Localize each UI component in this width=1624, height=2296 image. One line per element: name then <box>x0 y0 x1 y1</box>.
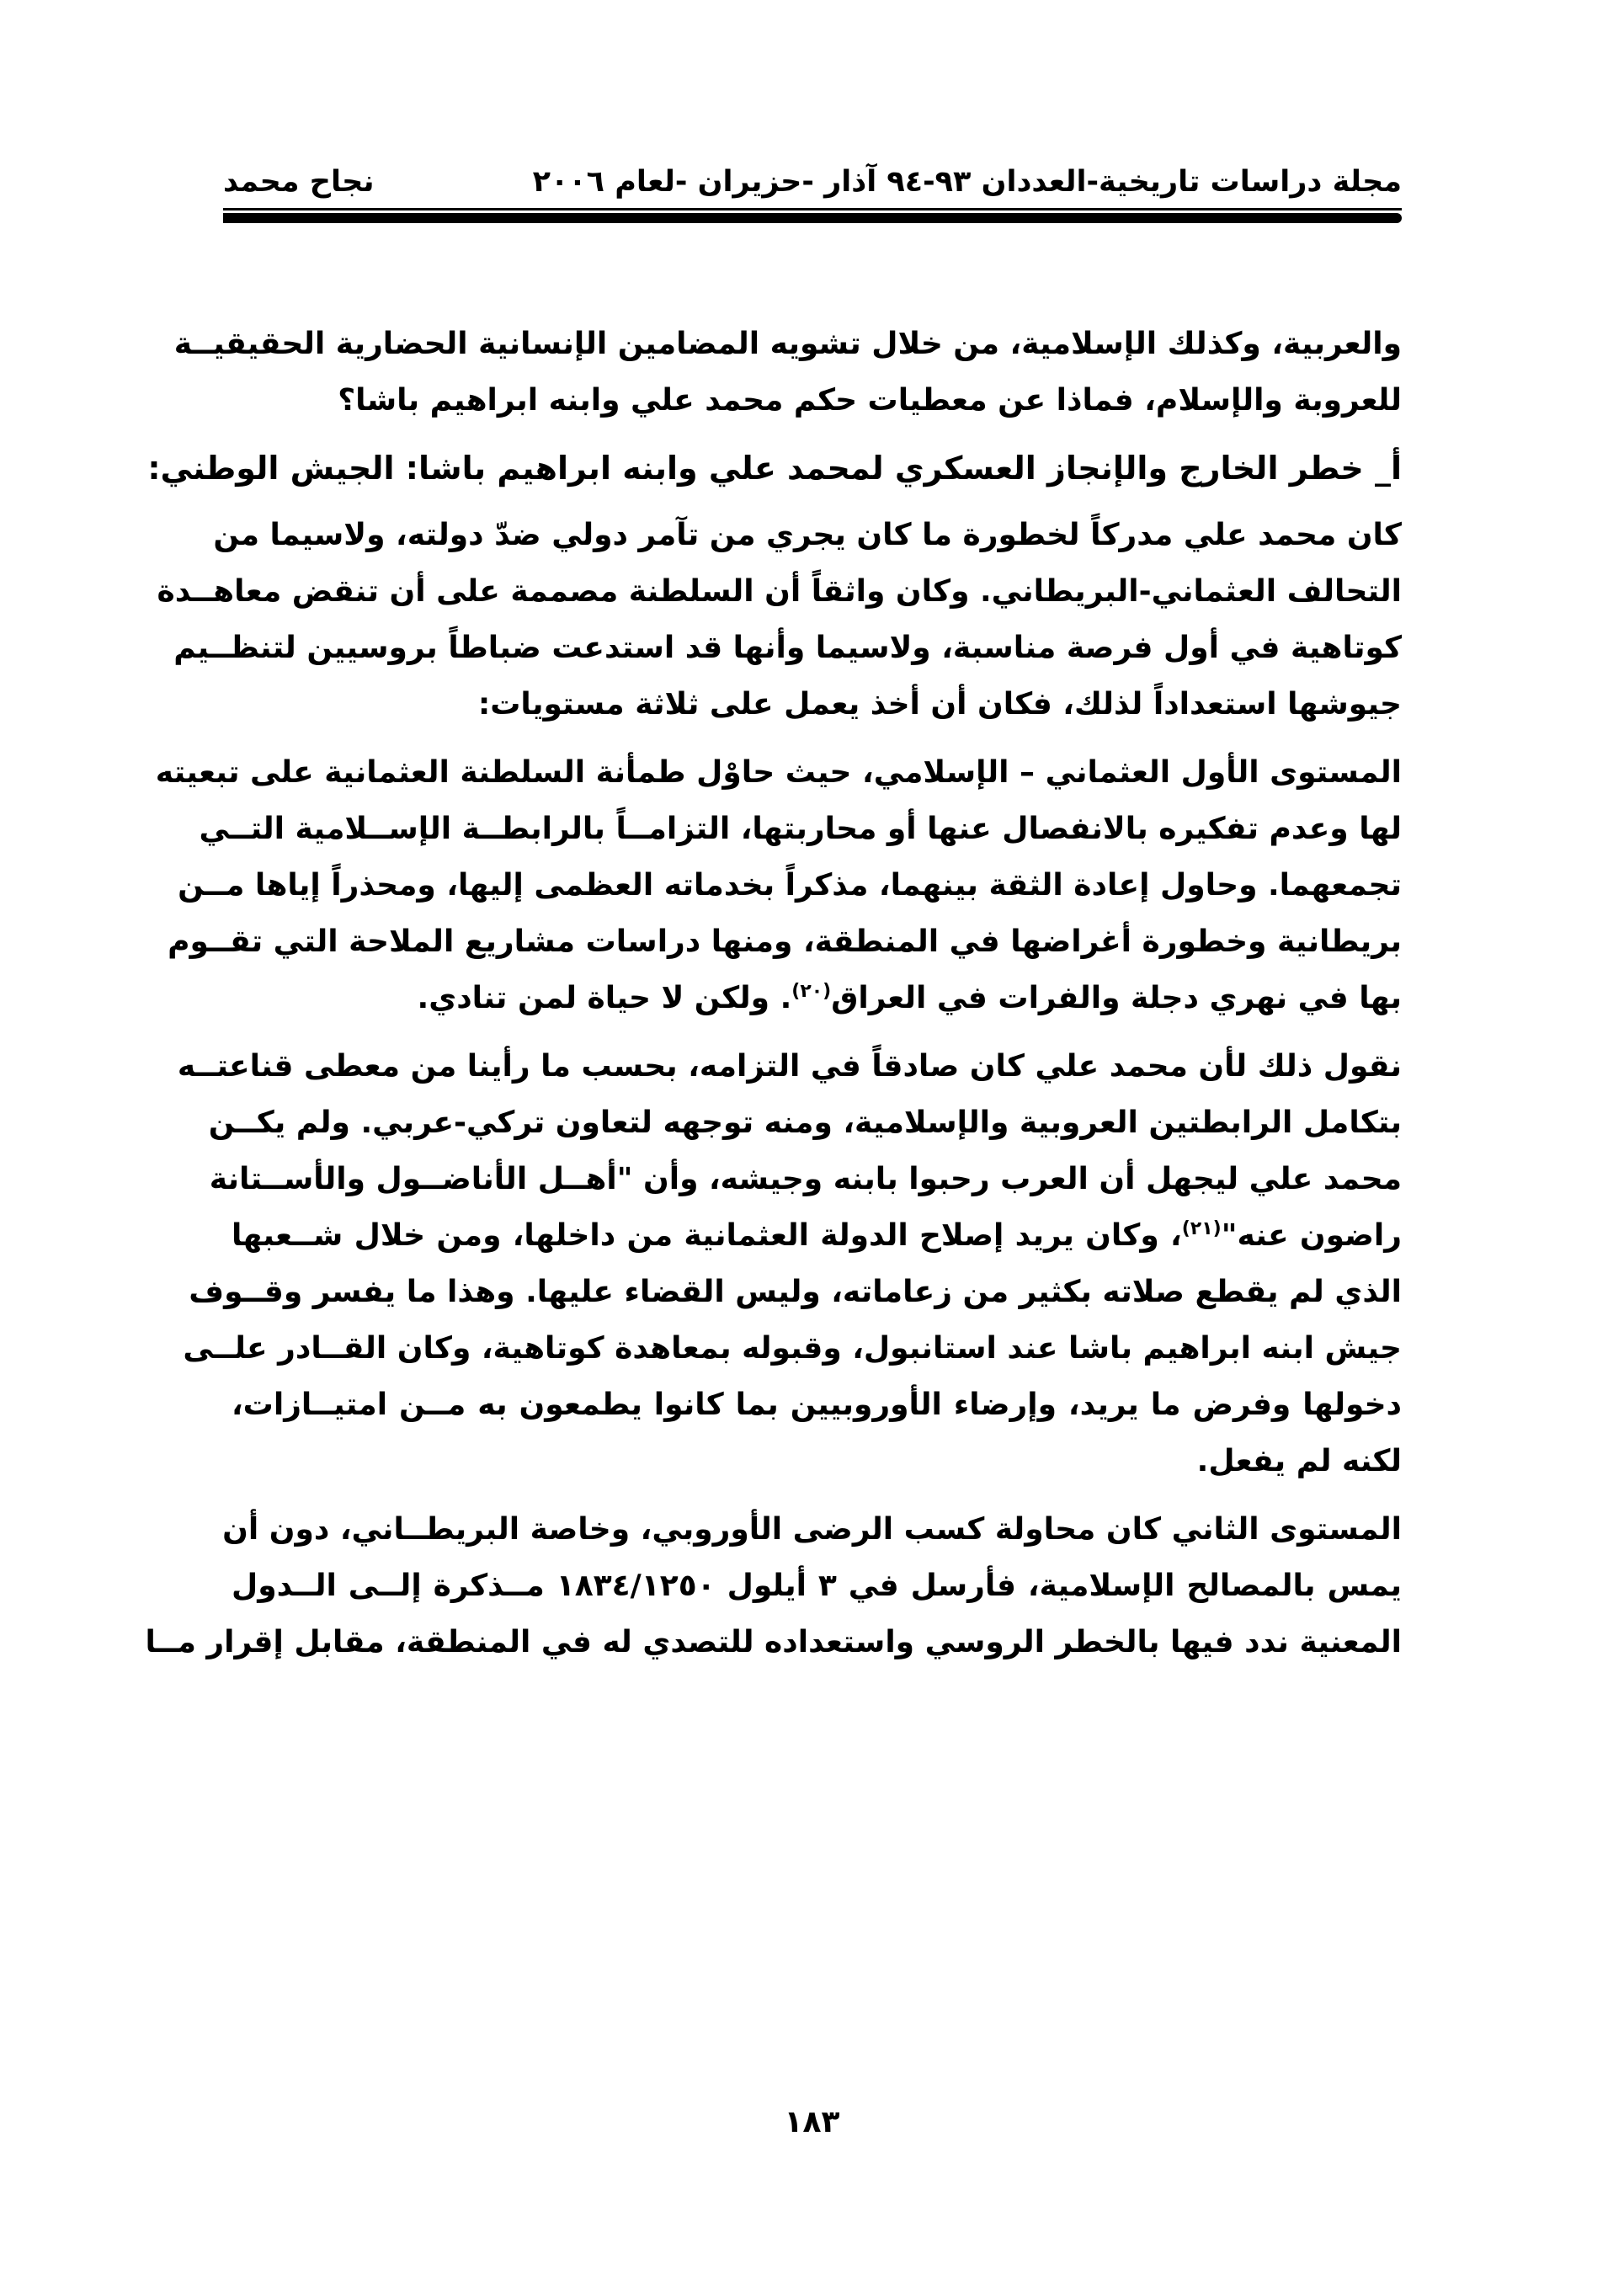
text-line: لكنه لم يفعل. <box>1196 1444 1402 1478</box>
paragraph <box>177 1038 1402 1489</box>
text-line: والعربية، وكذلك الإسلامية، من خلال تشويه المضامين الإنسانية الحضارية الحقيقيــة <box>173 327 1402 361</box>
text-line: التحالف العثماني-البريطاني. وكان واثقاً أن السلطنة مصممة على أن تنقض معاهــدة <box>157 574 1402 609</box>
text-line: بريطانية وخطورة أغراضها في المنطقة، ومنها دراسات مشاريع الملاحة التي تقــوم <box>168 924 1402 959</box>
header-rule-thick <box>223 213 1402 223</box>
section-heading <box>147 440 1402 497</box>
text-line: بتكامل الرابطتين العروبية والإسلامية، ومنه توجهه لتعاون تركي-عربي. ولم يكــن <box>208 1105 1402 1140</box>
footnote-marker: (٢٠) <box>791 981 832 1002</box>
page-number: ١٨٣ <box>784 2105 840 2139</box>
text-line: أ_ خطر الخارج والإنجاز العسكري لمحمد علي وابنه ابراهيم باشا: الجيش الوطني: <box>147 450 1402 487</box>
text-line: يمس بالمصالح الإسلامية، فأرسل في ٣ أيلول ١٨٣٤/١٢٥٠ مــذكرة إلــى الــدول <box>232 1569 1402 1603</box>
paragraph <box>173 316 1402 429</box>
text-line: جيش ابنه ابراهيم باشا عند استانبول، وقبوله بمعاهدة كوتاهية، وكان القــادر علــى <box>183 1331 1402 1366</box>
running-header <box>223 165 1402 205</box>
paragraph <box>145 1501 1402 1670</box>
text-line: راضون عنه"$^{(٢١)}$، وكان يريد إصلاح الدولة العثمانية من داخلها، ومن خلال شــعبها <box>232 1218 1402 1253</box>
footnote-marker: (٢١) <box>1181 1218 1222 1239</box>
text-line: جيوشها استعداداً لذلك، فكان أن أخذ يعمل على ثلاثة مستويات: <box>477 687 1402 722</box>
text-line: لها وعدم تفكيره بالانفصال عنها أو محاربتها، التزامــاً بالرابطــة الإســلامية التــي <box>199 812 1402 846</box>
author-name: نجاح محمد <box>223 165 375 199</box>
text-line: محمد علي ليجهل أن العرب رحبوا بابنه وجيشه، وأن "أهــل الأناضــول والأســتانة <box>209 1162 1402 1196</box>
text-line: المستوى الثاني كان محاولة كسب الرضى الأوروبي، وخاصة البريطــاني، دون أن <box>222 1512 1402 1547</box>
text-line: المعنية ندد فيها بالخطر الروسي واستعداده للتصدي له في المنطقة، مقابل إقرار مــا <box>145 1625 1402 1659</box>
text-line: دخولها وفرض ما يريد، وإرضاء الأوروبيين بما كانوا يطمعون به مــن امتيــازات، <box>232 1388 1402 1422</box>
paragraph <box>155 744 1402 1026</box>
text-line: كان محمد علي مدركاً لخطورة ما كان يجري من تآمر دولي ضدّ دولته، ولاسيما من <box>213 518 1402 552</box>
text-line: نقول ذلك لأن محمد علي كان صادقاً في التزامه، بحسب ما رأينا من معطى قناعتــه <box>177 1049 1402 1084</box>
text-line: الذي لم يقطع صلاته بكثير من زعاماته، وليس القضاء عليها. وهذا ما يفسر وقــوف <box>189 1275 1402 1309</box>
text-line: كوتاهية في أول فرصة مناسبة، ولاسيما وأنها قد استدعت ضباطاً بروسيين لتنظــيم <box>173 631 1402 665</box>
header-rule <box>223 208 1402 226</box>
header-rule-thin <box>223 208 1402 210</box>
paragraph <box>157 507 1402 732</box>
text-line: المستوى الأول العثماني – الإسلامي، حيث حاوْل طمأنة السلطنة العثمانية على تبعيته <box>155 755 1402 790</box>
text-line: للعروبة والإسلام، فماذا عن معطيات حكم محمد علي وابنه ابراهيم باشا؟ <box>338 383 1402 418</box>
body-text <box>145 316 1402 1682</box>
text-line: تجمعهما. وحاول إعادة الثقة بينهما، مذكراً بخدماته العظمى إليها، ومحذراً إياها مــن <box>178 868 1402 903</box>
text-line: بها في نهري دجلة والفرات في العراق$^{(٢٠)}$. ولكن لا حياة لمن تنادي. <box>417 981 1402 1015</box>
journal-title: مجلة دراسات تاريخية-العددان ٩٣-٩٤ آذار -حزيران -لعام ٢٠٠٦ <box>532 165 1402 199</box>
